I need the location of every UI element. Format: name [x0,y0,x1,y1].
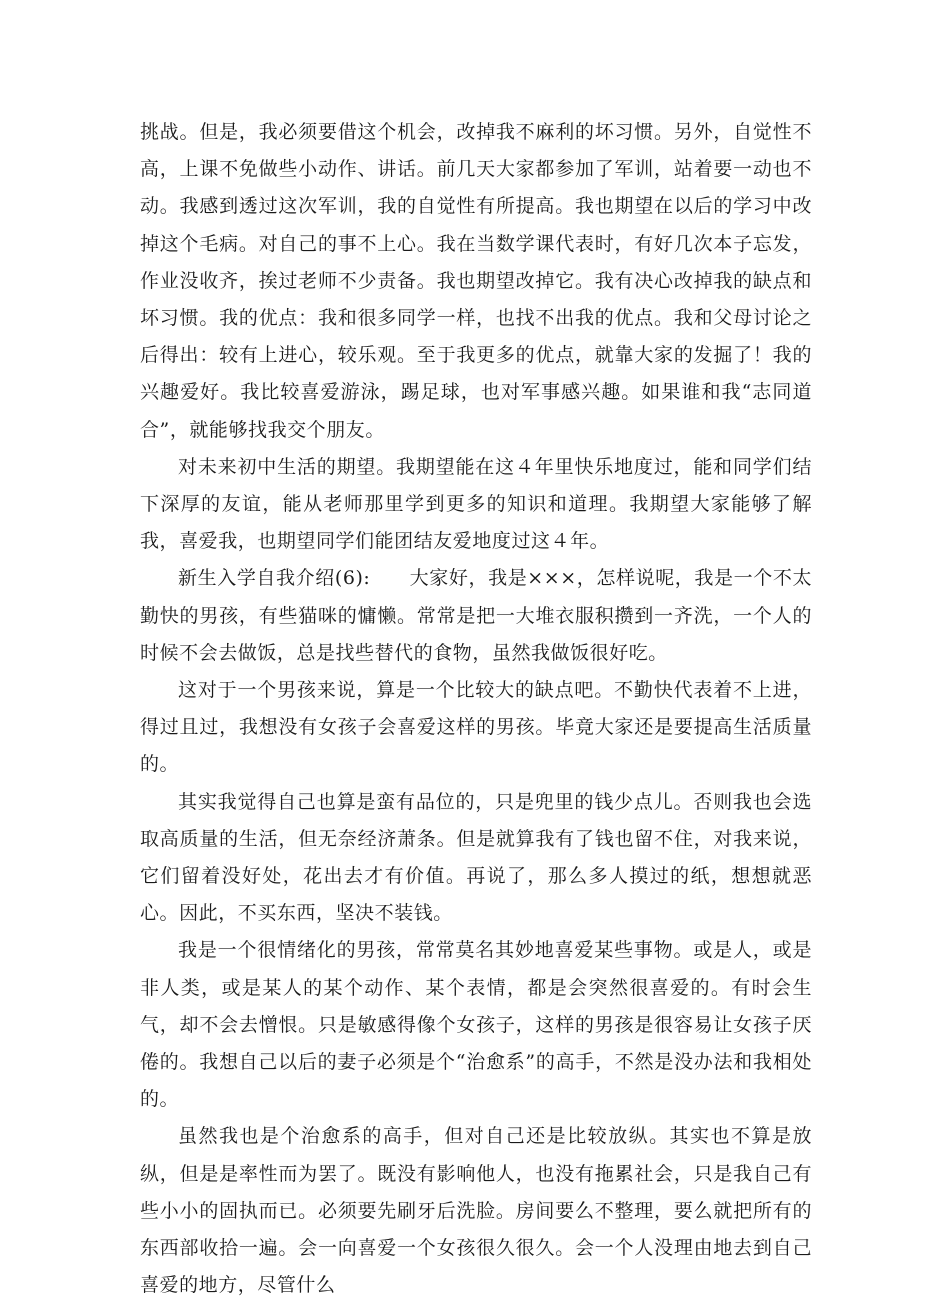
paragraph-5: 其实我觉得自己也算是蛮有品位的，只是兜里的钱少点儿。否则我也会选取高质量的生活，但无奈经济萧条。但是就算我有了钱也留不住，对我来说，它们留着没好处，花出去才有价值。再说了，那么多人摸过的纸，想想就恶心。因此，不买东西，坚决不装钱。 [140,790,812,925]
paragraph-4: 这对于一个男孩来说，算是一个比较大的缺点吧。不勤快代表着不上进，得过且过，我想没有女孩子会喜爱这样的男孩。毕竟大家还是要提高生活质量的。 [140,679,812,776]
paragraph-3: 新生入学自我介绍(6): 大家好，我是×××，怎样说呢，我是一个不太勤快的男孩，有些猫咪的慵懒。常常是把一大堆衣服积攒到一齐洗，一个人的时候不会去做饭，总是找些替代的食物，虽然我做饭很好吃。 [140,567,812,664]
paragraph-7: 虽然我也是个治愈系的高手，但对自己还是比较放纵。其实也不算是放纵，但是是率性而为罢了。既没有影响他人，也没有拖累社会，只是我自己有些小小的固执而已。必须要先刷牙后洗脸。房间要么不整理，要么就把所有的东西部收拾一遍。会一向喜爱一个女孩很久很久。会一个人没理由地去到自己喜爱的地方，尽管什么 [140,1125,812,1297]
paragraph-2: 对未来初中生活的期望。我期望能在这４年里快乐地度过，能和同学们结下深厚的友谊，能从老师那里学到更多的知识和道理。我期望大家能够了解我，喜爱我，也期望同学们能团结友爱地度过这４年。 [140,455,812,553]
paragraph-6: 我是一个很情绪化的男孩，常常莫名其妙地喜爱某些事物。或是人，或是非人类，或是某人的某个动作、某个表情，都是会突然很喜爱的。有时会生气，却不会去憎恨。只是敏感得像个女孩子，这样的男孩是很容易让女孩子厌倦的。我想自己以后的妻子必须是个“治愈系”的高手，不然是没办法和我相处的。 [140,939,812,1111]
document-body [140,114,812,1305]
paragraph-1: 挑战。但是，我必须要借这个机会，改掉我不麻利的坏习惯。另外，自觉性不高，上课不免做些小动作、讲话。前几天大家都参加了军训，站着要一动也不动。我感到透过这次军训，我的自觉性有所提高。我也期望在以后的学习中改掉这个毛病。对自己的事不上心。我在当数学课代表时，有好几次本子忘发，作业没收齐，挨过老师不少责备。我也期望改掉它。我有决心改掉我的缺点和坏习惯。我的优点：我和很多同学一样，也找不出我的优点。我和父母讨论之后得出：较有上进心，较乐观。至于我更多的优点，就靠大家的发掘了！我的兴趣爱好。我比较喜爱游泳，踢足球，也对军事感兴趣。如果谁和我“志同道合”，就能够找我交个朋友。 [140,121,812,441]
